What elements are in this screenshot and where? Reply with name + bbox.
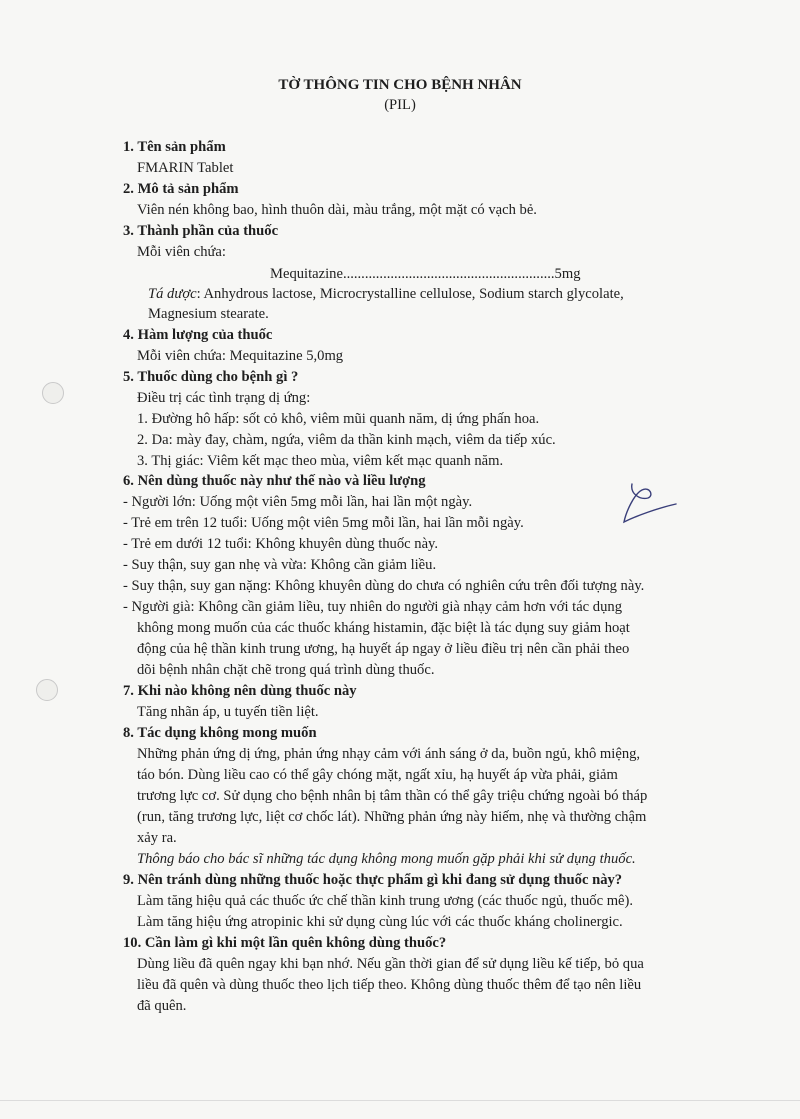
report-note: Thông báo cho bác sĩ những tác dụng không mong muốn gặp phải khi sử dụng thuốc. xyxy=(137,851,636,867)
section-text: trương lực cơ. Sử dụng cho bệnh nhân bị tâm thần có thể gây triệu chứng ngoài bó tháp xyxy=(137,788,648,804)
list-item: - Người già: Không cần giảm liều, tuy nhiên do người già nhạy cảm hơn với tác dụng xyxy=(123,599,622,615)
section-text: Những phản ứng dị ứng, phản ứng nhạy cảm với ánh sáng ở da, buồn ngủ, khô miệng, xyxy=(137,746,641,762)
list-item-continuation: dõi bệnh nhân chặt chẽ trong quá trình dùng thuốc. xyxy=(137,662,435,678)
section-heading: 2. Mô tả sản phẩm xyxy=(123,181,239,197)
excipients-text: : Anhydrous lactose, Microcrystalline cellulose, Sodium starch glycolate, xyxy=(196,286,624,302)
section-heading: 10. Cần làm gì khi một lần quên không dùng thuốc? xyxy=(123,935,447,951)
punch-hole xyxy=(42,382,64,404)
section-text: đã quên. xyxy=(137,998,187,1014)
excipients-label: Tá dược xyxy=(148,286,197,302)
section-text: liều đã quên và dùng thuốc theo lịch tiếp theo. Không dùng thuốc thêm để tạo nên liều xyxy=(137,977,642,993)
ingredient-line: Mequitazine..........................................................5mg xyxy=(270,266,581,282)
section-heading: 5. Thuốc dùng cho bệnh gì ? xyxy=(123,369,299,385)
section-text: (run, tăng trương lực, liệt cơ chốc lát). Những phản ứng này hiếm, nhẹ và thường chậm xyxy=(137,809,647,825)
list-item: 3. Thị giác: Viêm kết mạc theo mùa, viêm kết mạc quanh năm. xyxy=(137,453,504,469)
list-item-continuation: động của hệ thần kinh trung ương, hạ huyết áp ngay ở liều điều trị nên cần phải theo xyxy=(137,641,630,657)
signature-mark xyxy=(618,478,682,530)
section-text: táo bón. Dùng liều cao có thể gây chóng mặt, ngất xỉu, hạ huyết áp vừa phải, giảm xyxy=(137,767,618,783)
list-item: 1. Đường hô hấp: sốt cỏ khô, viêm mũi quanh năm, dị ứng phấn hoa. xyxy=(137,411,540,427)
section-heading: 4. Hàm lượng của thuốc xyxy=(123,327,273,343)
list-item: - Suy thận, suy gan nhẹ và vừa: Không cần giảm liều. xyxy=(123,557,437,573)
section-text: Viên nén không bao, hình thuôn dài, màu trắng, một mặt có vạch bẻ. xyxy=(137,202,537,218)
section-text: FMARIN Tablet xyxy=(137,160,234,176)
list-item: - Suy thận, suy gan nặng: Không khuyên dùng do chưa có nghiên cứu trên đối tượng này. xyxy=(123,578,645,594)
list-item: 2. Da: mày đay, chàm, ngứa, viêm da thần kinh mạch, viêm da tiếp xúc. xyxy=(137,432,556,448)
scan-edge-line xyxy=(0,1100,800,1101)
punch-hole xyxy=(36,679,58,701)
list-item: - Trẻ em trên 12 tuổi: Uống một viên 5mg mỗi lần, hai lần mỗi ngày. xyxy=(123,515,524,531)
section-text: Magnesium stearate. xyxy=(148,306,269,322)
section-heading: 9. Nên tránh dùng những thuốc hoặc thực phẩm gì khi đang sử dụng thuốc này? xyxy=(123,872,623,888)
section-heading: 6. Nên dùng thuốc này như thế nào và liều lượng xyxy=(123,473,426,489)
section-heading: 1. Tên sản phẩm xyxy=(123,139,226,155)
page-title: TỜ THÔNG TIN CHO BỆNH NHÂN xyxy=(278,77,522,93)
section-text: Điều trị các tình trạng dị ứng: xyxy=(137,390,311,406)
section-text: Dùng liều đã quên ngay khi bạn nhớ. Nếu gần thời gian để sử dụng liều kế tiếp, bỏ qua xyxy=(137,956,644,972)
page-subtitle: (PIL) xyxy=(384,97,416,113)
section-text: Làm tăng hiệu quả các thuốc ức chế thần kinh trung ương (các thuốc ngủ, thuốc mê). xyxy=(137,893,634,909)
section-text: Mỗi viên chứa: xyxy=(137,244,226,260)
section-heading: 3. Thành phần của thuốc xyxy=(123,223,279,239)
section-text: Mỗi viên chứa: Mequitazine 5,0mg xyxy=(137,348,344,364)
list-item-continuation: không mong muốn của các thuốc kháng histamin, đặc biệt là tác dụng suy giảm hoạt xyxy=(137,620,630,636)
excipients-line xyxy=(148,285,624,303)
section-heading: 7. Khi nào không nên dùng thuốc này xyxy=(123,683,357,699)
list-item: - Người lớn: Uống một viên 5mg mỗi lần, hai lần một ngày. xyxy=(123,494,473,510)
section-text: Làm tăng hiệu ứng atropinic khi sử dụng cùng lúc với các thuốc kháng cholinergic. xyxy=(137,914,623,930)
section-heading: 8. Tác dụng không mong muốn xyxy=(123,725,317,741)
section-text: Tăng nhãn áp, u tuyến tiền liệt. xyxy=(137,704,319,720)
list-item: - Trẻ em dưới 12 tuổi: Không khuyên dùng thuốc này. xyxy=(123,536,439,552)
section-text: xảy ra. xyxy=(137,830,177,846)
